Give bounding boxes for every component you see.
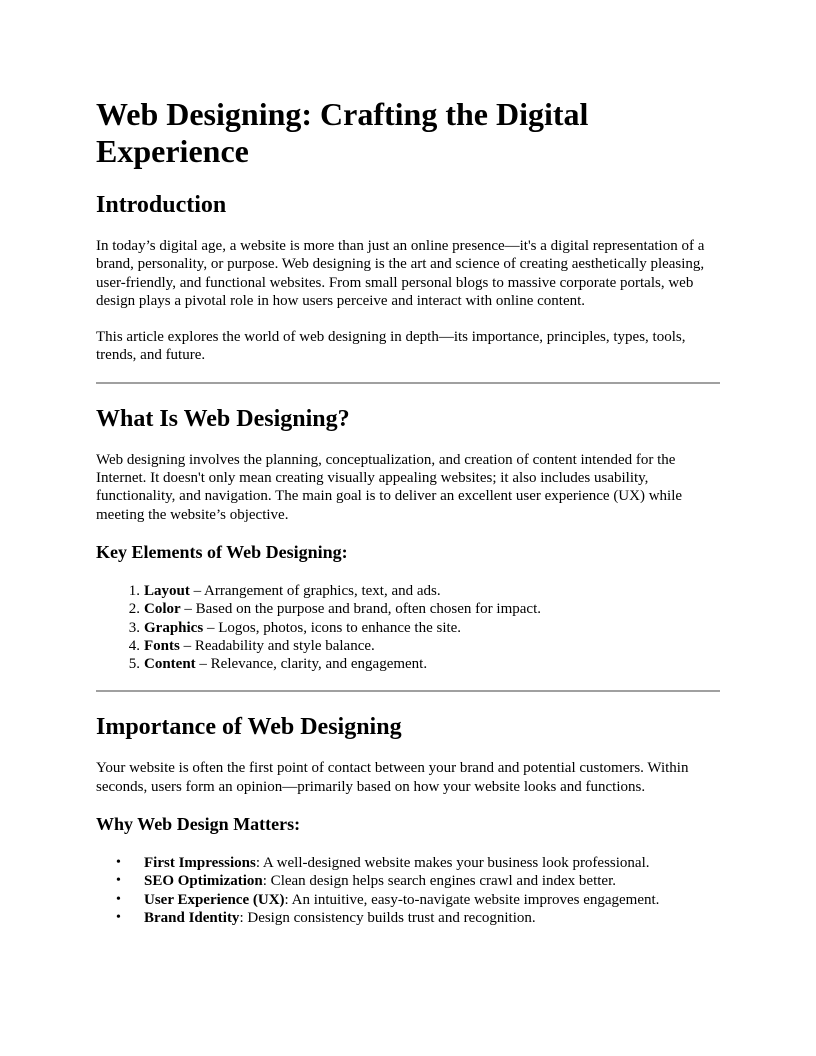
section-divider: [96, 382, 720, 384]
what-paragraph-1: Web designing involves the planning, conceptualization, and creation of content intended for the Internet. It doesn't only mean creating visually appealing websites; it also includes usability, functionality, and navigation. The main goal is to deliver an excellent user experience (UX) while meeting the website’s objective.: [96, 451, 683, 523]
list-item-term: Fonts: [144, 637, 180, 654]
list-item: [96, 854, 720, 872]
document-page: [96, 96, 720, 927]
list-item: [96, 582, 720, 600]
list-item-term: Brand Identity: [144, 909, 240, 926]
bullet-icon: •: [116, 855, 121, 871]
list-item-desc: – Based on the purpose and brand, often chosen for impact.: [180, 601, 541, 618]
section-heading-importance: Importance of Web Designing: [96, 714, 402, 741]
bullet-icon: •: [116, 891, 121, 907]
list-item-desc: : Clean design helps search engines crawl and index better.: [262, 873, 616, 890]
list-number: 4.: [128, 637, 140, 654]
list-item-desc: – Relevance, clarity, and engagement.: [195, 656, 428, 673]
intro-paragraph-2: This article explores the world of web designing in depth—its importance, principles, types, tools, trends, and future.: [96, 329, 686, 364]
why-matters-list: [96, 854, 720, 927]
list-item-desc: – Readability and style balance.: [179, 637, 375, 654]
list-item-desc: : A well-designed website makes your business look professional.: [255, 855, 650, 872]
page-title: Web Designing: Crafting the Digital Experience: [96, 96, 589, 169]
list-item-term: Content: [144, 656, 196, 673]
subheading-why-matters: Why Web Design Matters:: [96, 814, 301, 835]
list-item: [96, 637, 720, 655]
list-item-term: User Experience (UX): [144, 891, 285, 908]
list-item-desc: – Arrangement of graphics, text, and ads.: [189, 582, 441, 599]
list-item: [96, 872, 720, 890]
list-item: [96, 655, 720, 673]
list-item: [96, 909, 720, 927]
list-item-desc: : Design consistency builds trust and recognition.: [239, 909, 536, 926]
list-item-term: Color: [144, 601, 181, 618]
subheading-key-elements: Key Elements of Web Designing:: [96, 541, 348, 562]
list-number: 3.: [128, 619, 140, 636]
section-divider: [96, 690, 720, 692]
list-item: [96, 600, 720, 618]
list-item-term: Graphics: [144, 619, 204, 636]
list-number: 5.: [128, 656, 140, 673]
list-item-desc: – Logos, photos, icons to enhance the site.: [203, 619, 462, 636]
list-item-desc: : An intuitive, easy-to-navigate website improves engagement.: [284, 891, 660, 908]
importance-paragraph-1: Your website is often the first point of contact between your brand and potential customers. Within seconds, users form an opinion—primarily based on how your website looks and functions.: [96, 760, 689, 795]
intro-paragraph-1: In today’s digital age, a website is more than just an online presence—it's a digital representation of a brand, personality, or purpose. Web designing is the art and science of creating aesthetically pleasing, user-friendly, and functional websites. From small personal blogs to massive corporate portals, web design plays a pivotal role in how users perceive and interact with online content.: [96, 238, 705, 309]
bullet-icon: •: [116, 909, 121, 925]
list-item: [96, 619, 720, 637]
list-number: 1.: [128, 582, 140, 599]
list-item: [96, 891, 720, 909]
list-number: 2.: [128, 601, 140, 618]
list-item-term: Layout: [144, 582, 190, 599]
list-item-term: SEO Optimization: [144, 873, 263, 890]
key-elements-list: [96, 582, 720, 673]
bullet-icon: •: [116, 873, 121, 889]
section-heading-introduction: Introduction: [96, 192, 227, 218]
section-heading-what-is: What Is Web Designing?: [96, 405, 350, 432]
list-item-term: First Impressions: [144, 855, 256, 872]
